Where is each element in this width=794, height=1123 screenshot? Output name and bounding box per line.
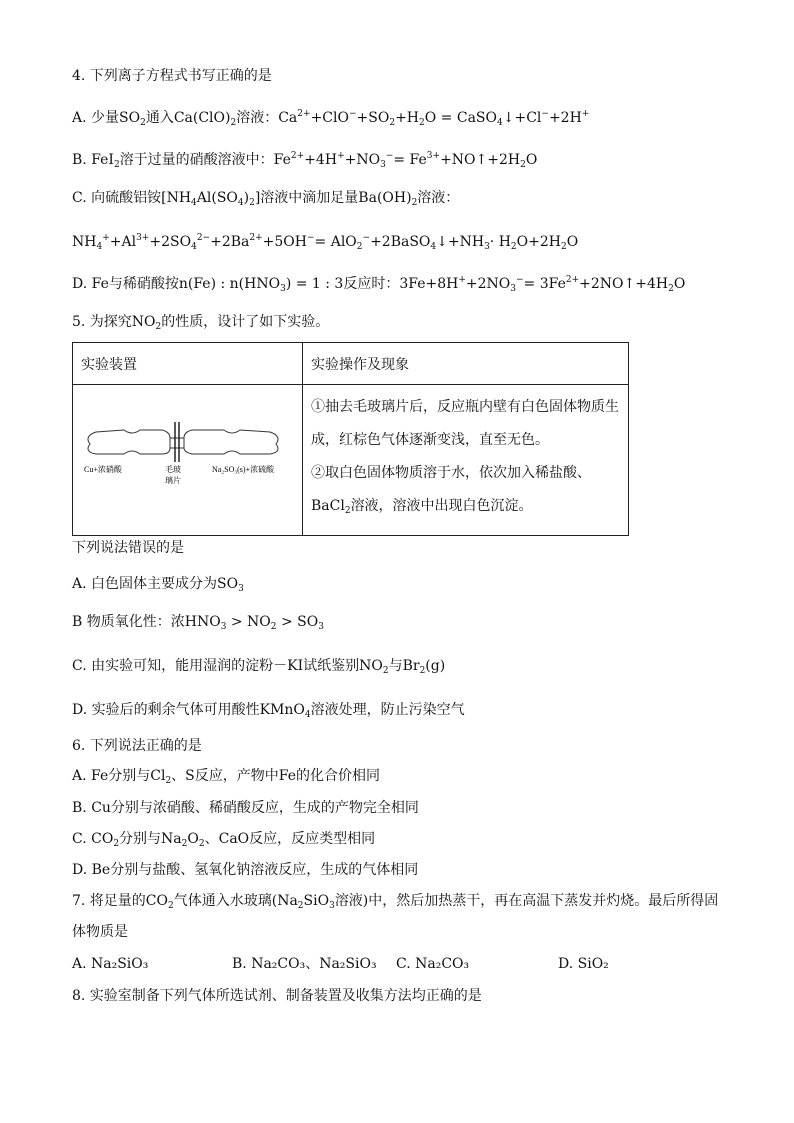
- label-glass-plate-2: 璃片: [165, 476, 181, 485]
- q4-stem: 4. 下列离子方程式书写正确的是: [72, 68, 272, 84]
- q6-option-d: D. Be分别与盐酸、氢氧化钠溶液反应，生成的气体相同: [72, 862, 419, 878]
- apparatus-diagram: [74, 386, 294, 530]
- q5-option-d: D. 实验后的剩余气体可用酸性KMnO$_4$溶液处理，防止污染空气: [72, 702, 465, 720]
- q5-ask: 下列说法错误的是: [72, 540, 184, 556]
- q6-stem: 6. 下列说法正确的是: [72, 738, 202, 754]
- label-left-flask: Cu+浓硝酸: [84, 465, 122, 474]
- experiment-table: [72, 342, 629, 536]
- q7-stem-line-2: 体物质是: [72, 924, 128, 940]
- q8-stem: 8. 实验室制备下列气体所选试剂、制备装置及收集方法均正确的是: [72, 988, 482, 1004]
- q4-option-c-equation: $NH_4^++Al^{3+}+2SO_4^{2-}+2Ba^{2+}+5OH^-=$ $AlO_2^-+2BaSO_4↓+NH_3\cdot H_2O+2H_2O$: [72, 233, 579, 252]
- q4-option-d: D. Fe与稀硝酸按n(Fe) : $n(HNO_3) = 1$ : 3反应时：$3Fe+8H^++2NO_3^-=$ $3Fe^{2+}+2NO↑+4H_2O$: [72, 275, 686, 294]
- apparatus-cell: [73, 385, 303, 536]
- q4-option-a: A. 少量$SO_2$通入$Ca(ClO)_2$溶液：$Ca^{2+}+ClO^-+SO_2+H_2O$ = CaSO$_4$↓+Cl−+2H+: [72, 109, 590, 128]
- q6-option-b: B. Cu分别与浓硝酸、稀硝酸反应，生成的产物完全相同: [72, 800, 419, 816]
- q4-option-b: B. FeI$_2$溶于过量的硝酸溶液中：$Fe^{2+}+4H^++NO_3^-=$ $Fe^{3+}+NO↑+2H_2O$: [72, 151, 538, 170]
- table-header-operation: 实验操作及现象: [303, 343, 629, 385]
- q6-option-a: A. Fe分别与$Cl_2$、S反应，产物中Fe的化合价相同: [72, 768, 380, 786]
- label-right-flask: Na₂SO₃(s)+浓硫酸: [212, 465, 275, 474]
- q5-option-b: B 物质氧化性：浓$HNO_3 > NO_2 > SO_3$: [72, 614, 324, 632]
- q7-option-c: C. Na₂CO₃: [396, 956, 470, 972]
- operation-line-3: ②取白色固体物质溶于水，依次加入稀盐酸、: [311, 465, 591, 481]
- q7-option-d: D. SiO₂: [558, 956, 609, 972]
- q6-option-c: C. $CO_2$分别与$Na_2O_2$、CaO反应，反应类型相同: [72, 831, 376, 849]
- q7-stem-line-1: 7. 将足量的$CO_2$气体通入水玻璃($Na_2SiO_3$溶液)中，然后加热蒸干，再在高温下蒸发并灼烧。最后所得固: [72, 893, 719, 911]
- q7-option-a: A. Na₂SiO₃: [72, 956, 149, 972]
- operation-line-1: ①抽去毛玻璃片后，反应瓶内壁有白色固体物质生: [311, 399, 619, 415]
- operation-line-4: BaCl$_2$溶液，溶液中出现白色沉淀。: [311, 498, 533, 516]
- operation-cell: [303, 385, 629, 536]
- q5-option-a: A. 白色固体主要成分为$SO_3$: [72, 576, 244, 594]
- q7-option-b: B. Na₂CO₃、Na₂SiO₃: [232, 956, 377, 972]
- label-glass-plate-1: 毛玻: [165, 465, 181, 474]
- q4-option-c: C. 向硫酸铝铵$[NH_4Al(SO_4)_2]$溶液中滴加足量$Ba(OH)_2$溶液：: [72, 190, 460, 208]
- q5-option-c: C. 由实验可知，能用湿润的淀粉－KI试纸鉴别$NO_2$与$Br_2(g)$: [72, 658, 446, 676]
- q5-stem: 5. 为探究$NO_2$的性质，设计了如下实验。: [72, 314, 330, 332]
- table-header-apparatus: 实验装置: [73, 343, 303, 385]
- operation-line-2: 成，红棕色气体逐渐变浅，直至无色。: [311, 432, 549, 448]
